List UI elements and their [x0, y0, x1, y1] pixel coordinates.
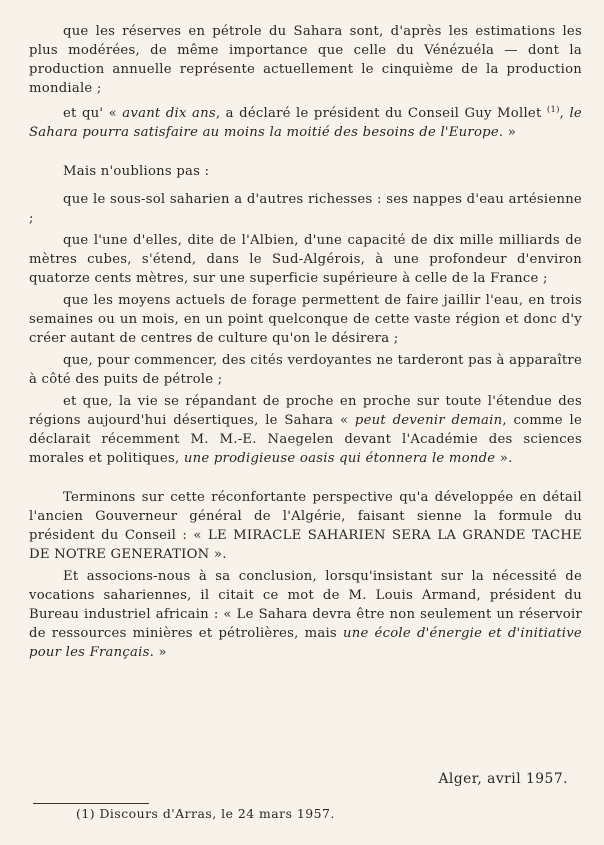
text-run: et qu' «: [63, 106, 123, 121]
text-run: que les réserves en pétrole du Sahara sont, d'après les estimations les plus modérées, de même importance que celle du Vénézuéla — dont la production annuelle représente actuellement le cinquième de la production mondiale ;: [29, 24, 582, 96]
paragraph-naegelen: [29, 392, 582, 468]
text-run: Et associons-nous à sa conclusion, lorsqu'insistant sur la nécessité de vocations sahariennes, il citait ce mot de M. Louis Armand, président du Bureau industriel africain : « Le Sahara devra être non seulement un réservoir de ressources minières et pétrolières, mais: [29, 569, 582, 641]
signature-line: Alger, avril 1957.: [438, 771, 568, 787]
text-run: que le sous-sol saharien a d'autres richesses : ses nappes d'eau artésienne ;: [29, 192, 582, 226]
text-run: et que, la vie se répandant de proche en proche sur toute l'étendue des régions aujourd'hui désertiques, le Sahara «: [29, 394, 582, 428]
text-run: que les moyens actuels de forage permettent de faire jaillir l'eau, en trois semaines ou un mois, en un point quelconque de cette vaste région et donc d'y créer autant de centres de culture qu'on le désirera ;: [29, 293, 582, 346]
paragraph-forage: [29, 291, 582, 348]
text-run: que l'une d'elles, dite de l'Albien, d'une capacité de dix mille milliards de mètres cubes, s'étend, dans le Sud-Algérois, à une profondeur d'environ quatorze cents mètres, sur une superficie supérieure à celle de la France ;: [29, 233, 582, 286]
italic-run: peut devenir demain: [354, 413, 503, 428]
paragraph-reserves: [29, 22, 582, 98]
italic-run: une prodigieuse oasis qui étonnera le monde: [183, 451, 496, 466]
paragraph-cites: [29, 351, 582, 389]
text-run: Mais n'oublions pas :: [63, 164, 210, 179]
footnote: (1) Discours d'Arras, le 24 mars 1957.: [76, 806, 335, 821]
text-run: que, pour commencer, des cités verdoyantes ne tarderont pas à apparaître à côté des puits de pétrole ;: [29, 353, 582, 387]
footnote-ref: (1): [546, 105, 560, 115]
italic-run: avant dix ans: [122, 106, 216, 121]
paragraph-associons: [29, 567, 582, 662]
text-run: . »: [149, 645, 167, 660]
text-run: ,: [559, 106, 570, 121]
text-run: , a déclaré le président du Conseil Guy Mollet: [215, 106, 547, 121]
paragraph-albien: [29, 231, 582, 288]
italic-run: le Sahara pourra satisfaire au moins la moitié des besoins de l'Europe: [29, 106, 582, 140]
paragraph-nappes-eau: [29, 190, 582, 228]
paragraph-guy-mollet: [29, 101, 582, 142]
body-text: [29, 22, 582, 662]
text-run: . »: [498, 125, 517, 140]
paragraph-mais-noublions: [29, 162, 582, 181]
footnote-divider: [33, 803, 149, 804]
paragraph-terminons: [29, 488, 582, 564]
text-run: , comme le déclarait récemment M. M.-E. Naegelen devant l'Académie des sciences morales et politiques,: [29, 413, 583, 466]
italic-run: une école d'énergie et d'initiative pour les Français: [29, 626, 582, 660]
text-run: Terminons sur cette réconfortante perspective qu'a développée en détail l'ancien Gouverneur général de l'Algérie, faisant sienne la formule du président du Conseil : « LE MIRACLE SAHARIEN SERA LA GRANDE TACHE DE NOTRE GENERATION ».: [29, 490, 582, 562]
text-run: ».: [495, 451, 513, 466]
